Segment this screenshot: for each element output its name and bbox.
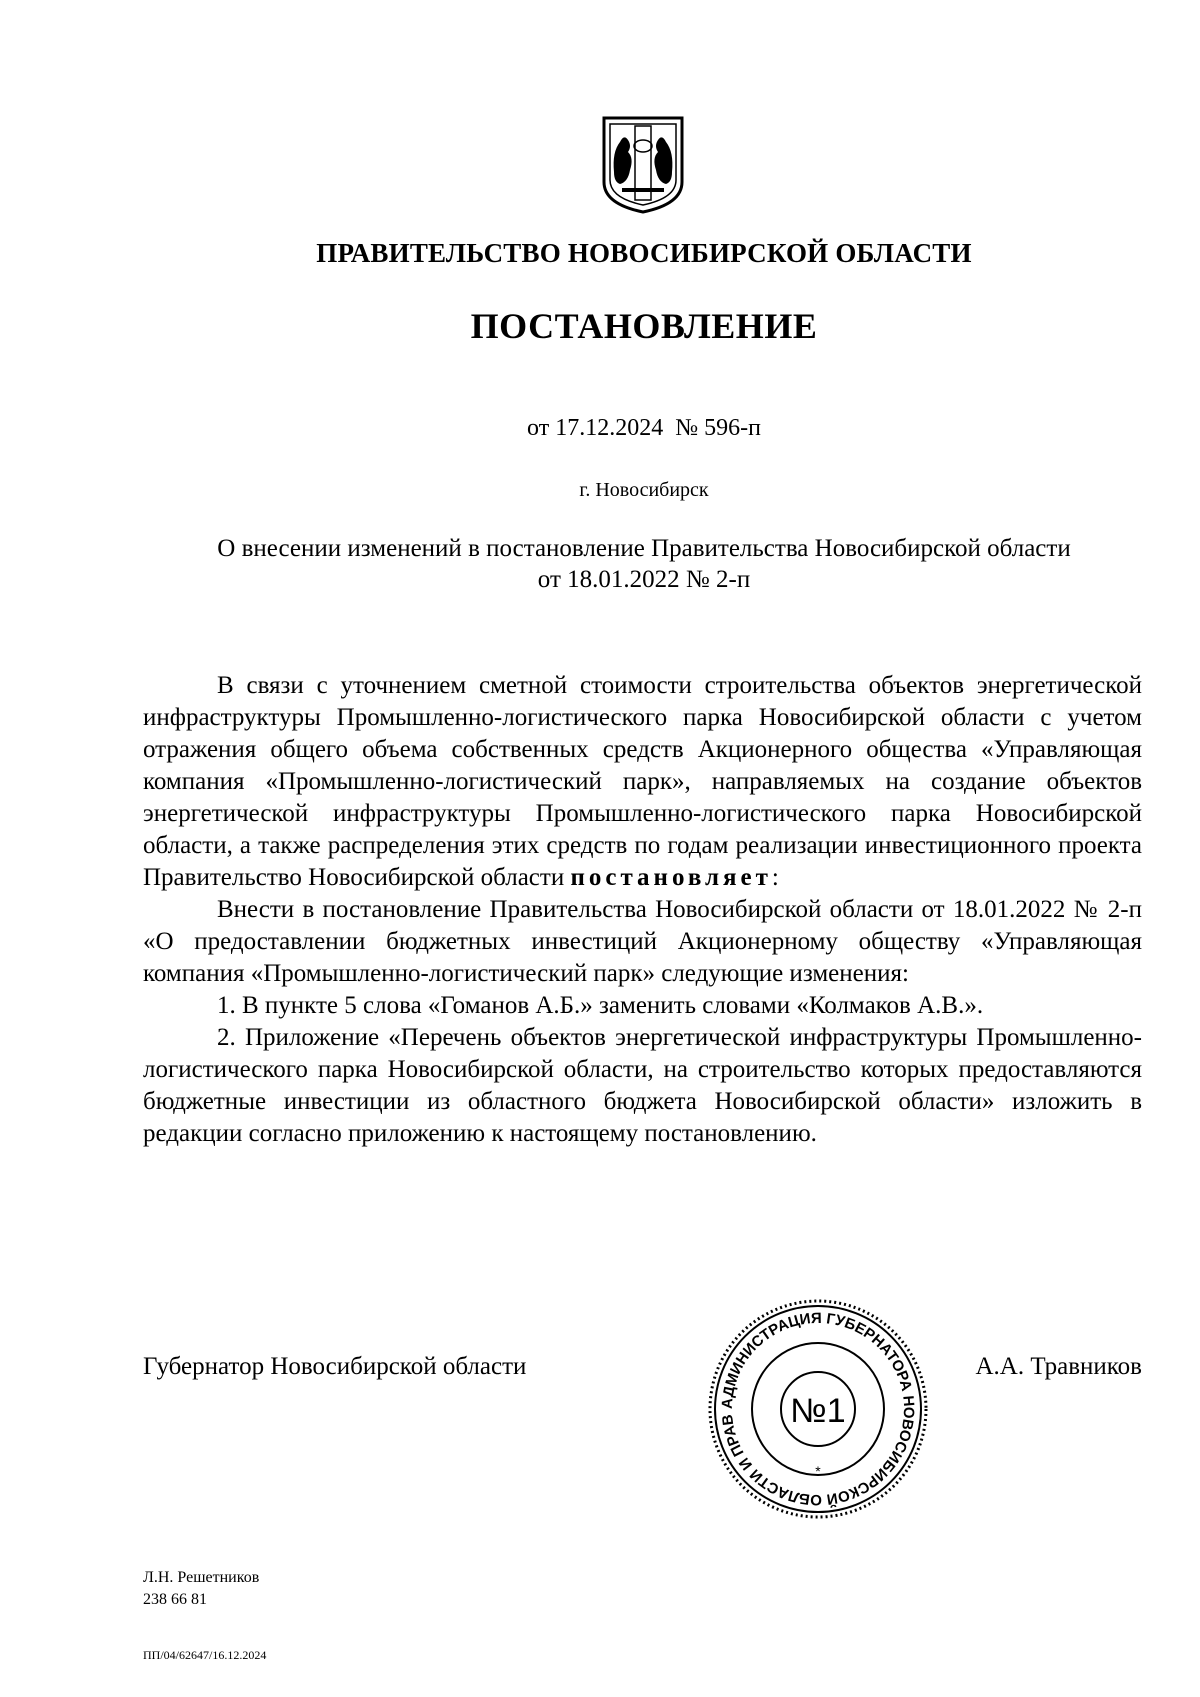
executor-phone: 238 66 81 <box>143 1591 207 1608</box>
subject-line-1: О внесении изменений в постановление Правительства Новосибирской области <box>217 535 1071 562</box>
document-date-number: от 17.12.2024 № 596-п <box>527 415 761 441</box>
executor-block <box>143 1567 259 1611</box>
signer-title: Губернатор Новосибирской области <box>143 1353 527 1380</box>
svg-text:*: * <box>815 1463 821 1479</box>
coat-of-arms-icon <box>598 112 688 216</box>
document-city: г. Новосибирск <box>579 479 709 501</box>
body-paragraph-1 <box>143 670 1142 894</box>
official-seal <box>705 1296 931 1522</box>
organization-title: ПРАВИТЕЛЬСТВО НОВОСИБИРСКОЙ ОБЛАСТИ <box>316 238 972 268</box>
body-paragraph-3: 1. В пункте 5 слова «Гоманов А.Б.» заменить словами «Колмаков А.В.». <box>217 992 984 1019</box>
svg-text:АДМИНИСТРАЦИЯ ГУБЕРНАТОРА НОВО: АДМИНИСТРАЦИЯ ГУБЕРНАТОРА НОВОСИБИРСКОЙ ОБЛАСТИ И ПРАВ <box>718 1309 918 1509</box>
subject-line-2: от 18.01.2022 № 2-п <box>537 566 751 593</box>
body-paragraph-2: Внести в постановление Правительства Новосибирской области от 18.01.2022 № 2-п «О предоставлении бюджетных инвестиций Акционерному обществу «Управляющая компания «Промышленно-логистический парк» следующие изменения: <box>143 896 1142 987</box>
paragraph-1-text: В связи с уточнением сметной стоимости строительства объектов энергетической инфраструктуры Промышленно-логистического парка Новосибирской области с учетом отражения общего объема собственных средств Акционерного общества «Управляющая компания «Промышленно-логистический парк», направляемых на создание объектов энергетической инфраструктуры Промышленно-логистического парка Новосибирской области, а также распределения этих средств по годам реализации инвестиционного проекта Правительство Новосибирской области <box>143 672 1142 891</box>
document-code: ПП/04/62647/16.12.2024 <box>143 1648 267 1662</box>
seal-number: №1 <box>790 1392 846 1430</box>
document-subject <box>140 533 1148 595</box>
paragraph-1-end: : <box>771 864 779 891</box>
document-body <box>143 670 1142 1150</box>
executor-name: Л.Н. Решетников <box>143 1569 260 1586</box>
document-type: ПОСТАНОВЛЕНИЕ <box>470 306 818 346</box>
body-paragraph-4: 2. Приложение «Перечень объектов энергетической инфраструктуры Промышленно-логистического парка Новосибирской области, на строительство которых предоставляются бюджетные инвестиции из областного бюджета Новосибирской области» изложить в редакции согласно приложению к настоящему постановлению. <box>143 1024 1142 1147</box>
signer-name: А.А. Травников <box>975 1353 1142 1380</box>
decree-word: постановляет <box>570 864 772 891</box>
